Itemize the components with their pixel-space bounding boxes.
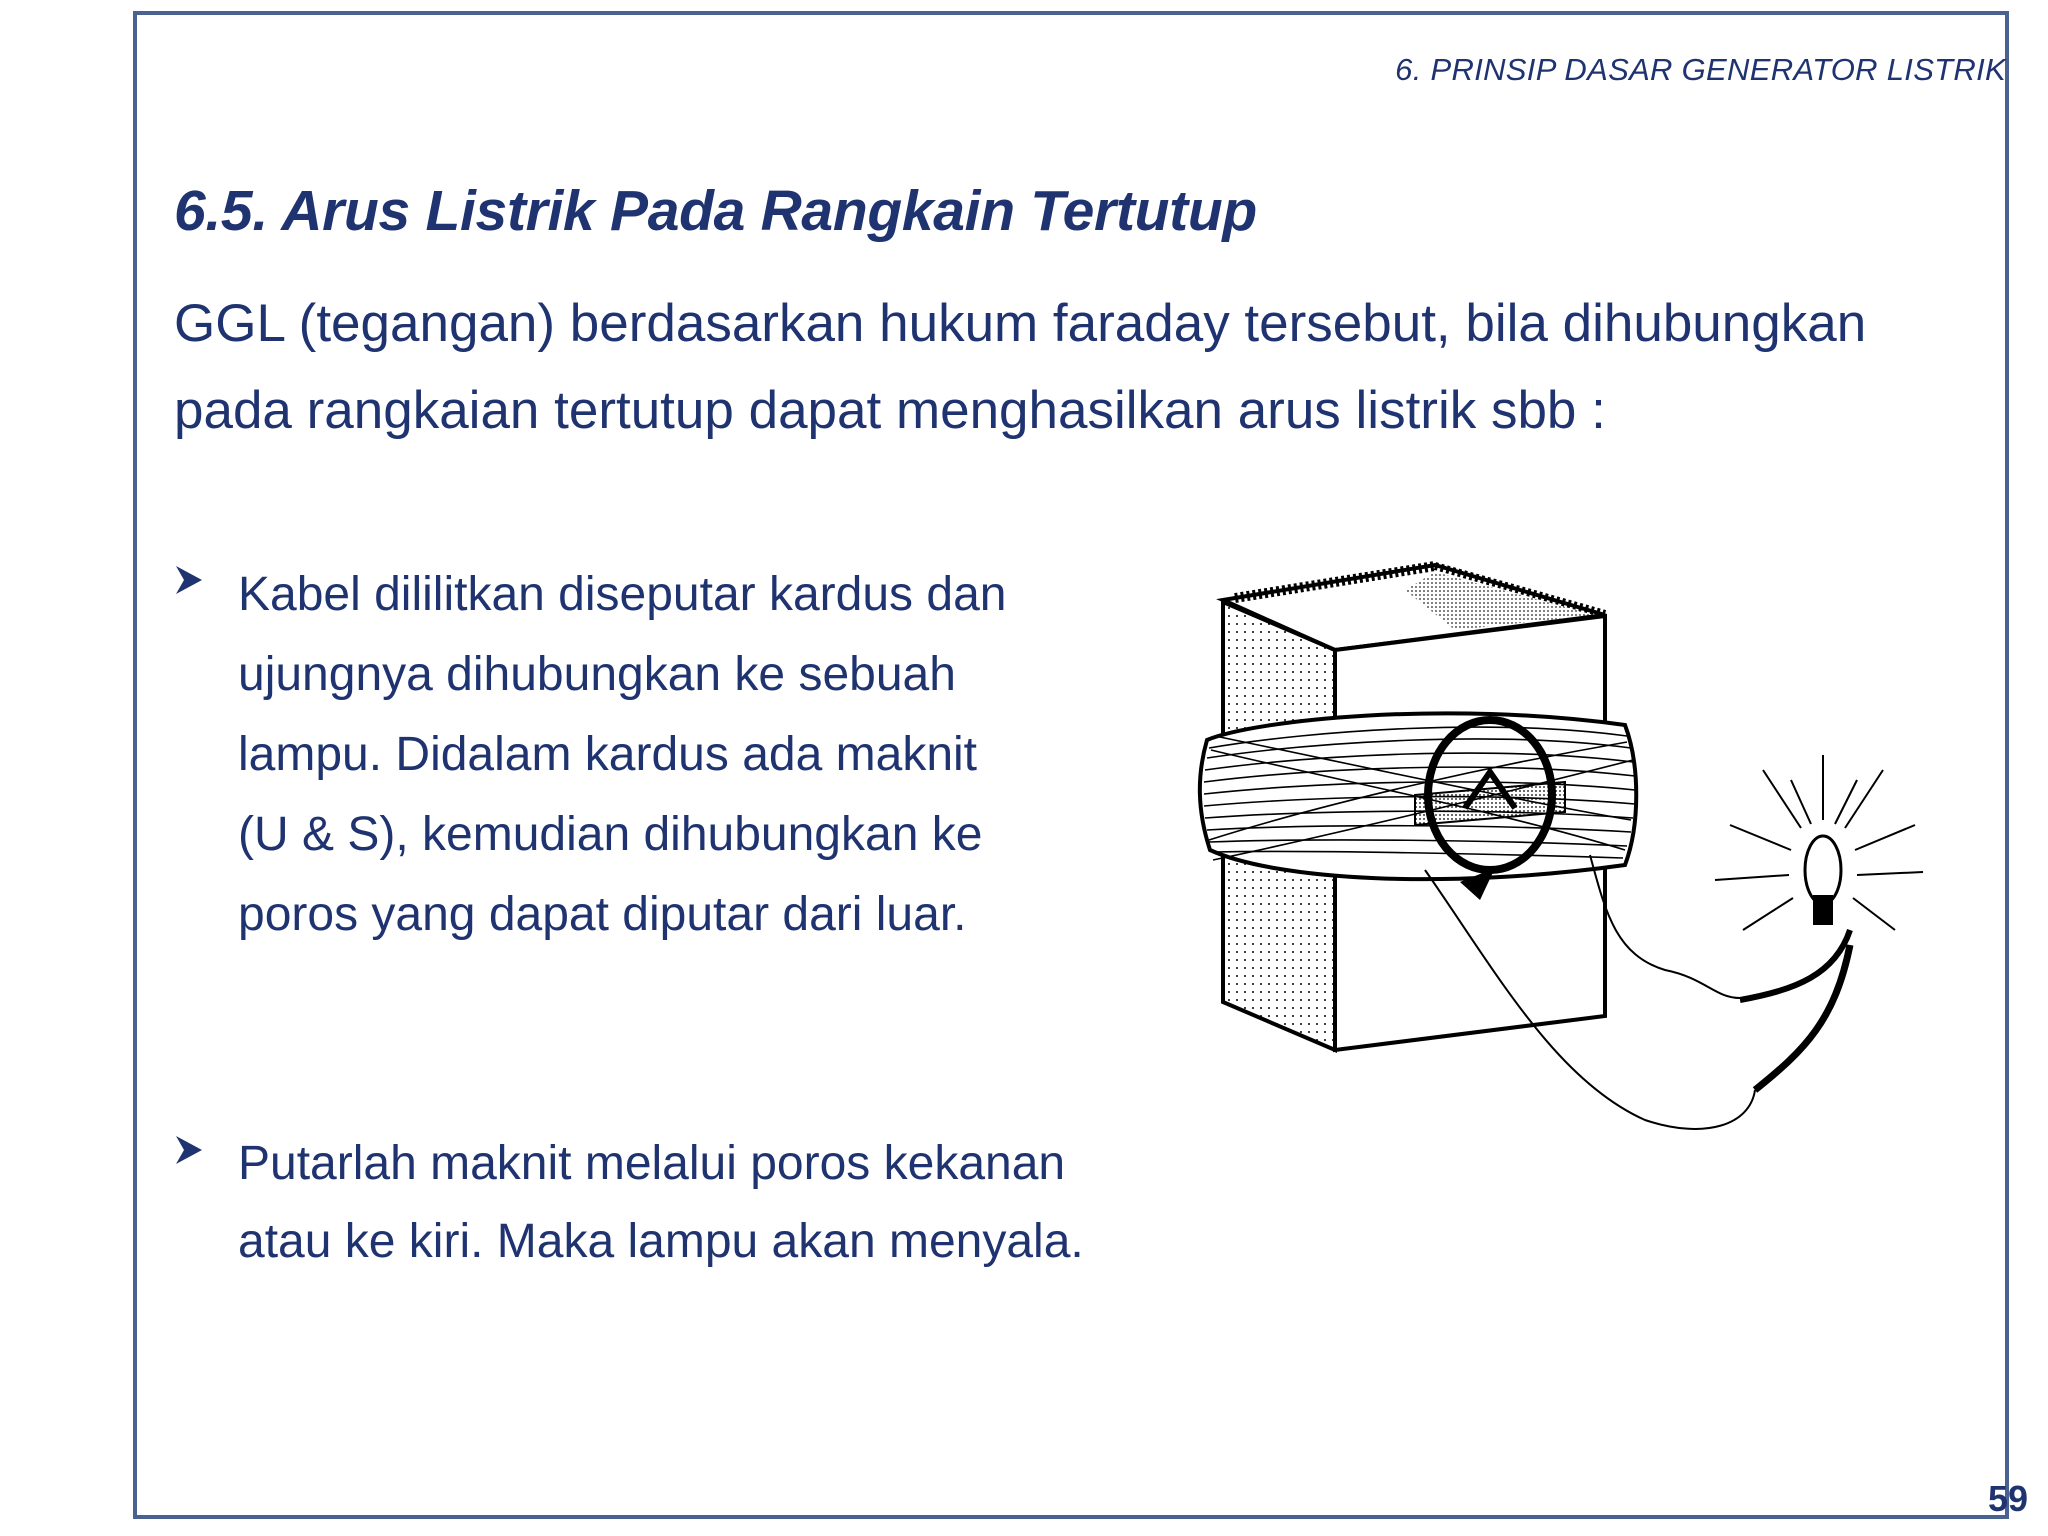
bullet-item-1 xyxy=(174,555,1174,975)
arrowhead-bullet-icon xyxy=(174,1133,204,1167)
generator-coil-illustration xyxy=(1195,550,1925,1150)
bullet-text-2: Putarlah maknit melalui poros kekanan atau ke kiri. Maka lampu akan menyala. xyxy=(238,1137,1084,1268)
intro-paragraph: GGL (tegangan) berdasarkan hukum faraday tersebut, bila dihubungkan pada rangkaian tertutup dapat menghasilkan arus listrik sbb : xyxy=(174,294,1867,440)
chapter-title: 6. PRINSIP DASAR GENERATOR LISTRIK xyxy=(1395,52,2006,87)
arrowhead-bullet-icon xyxy=(174,563,204,597)
section-title: 6.5. Arus Listrik Pada Rangkain Tertutup xyxy=(174,179,1257,243)
bullet-text-1: Kabel dililitkan diseputar kardus dan ujungnya dihubungkan ke sebuah lampu. Didalam kardus ada maknit (U & S), kemudian dihubungkan ke poros yang dapat diputar dari luar. xyxy=(238,568,1007,941)
page-number: 59 xyxy=(1987,1478,2028,1519)
bullet-item-2 xyxy=(174,1125,1224,1295)
